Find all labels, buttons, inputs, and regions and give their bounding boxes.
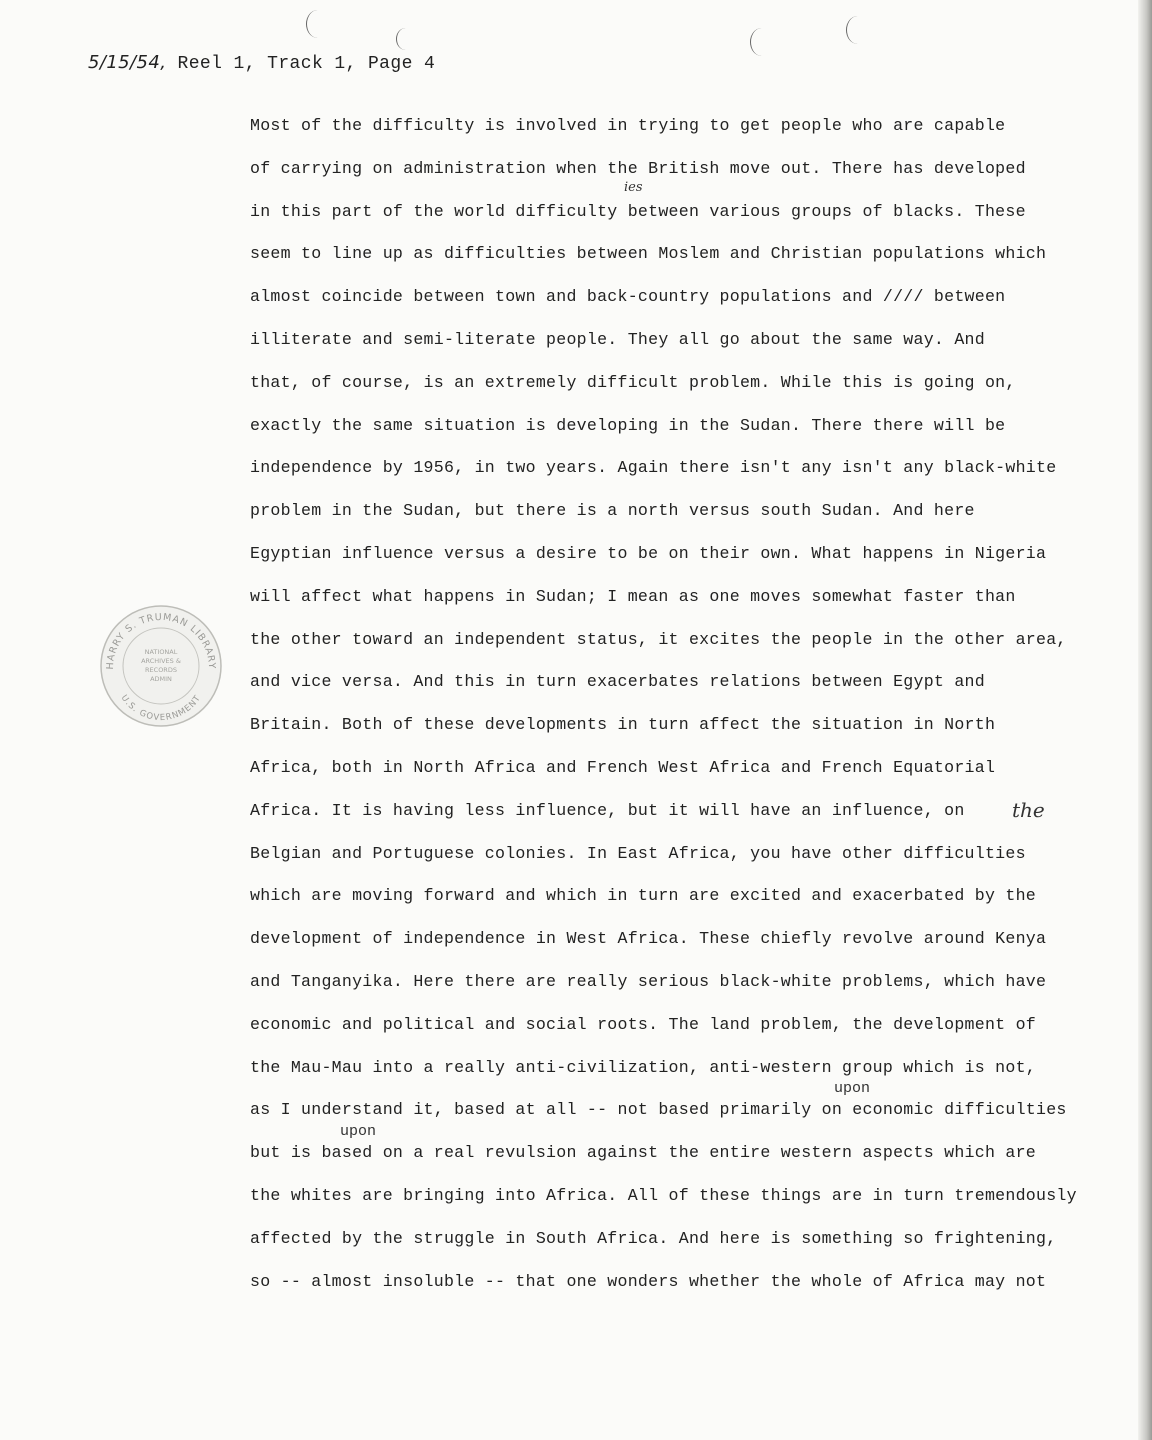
library-seal-stamp (99, 604, 223, 728)
header-track: Track 1, (267, 54, 357, 74)
page-edge-shadow (1138, 0, 1152, 1440)
seal-bottom-text: U.S. GOVERNMENT (118, 693, 204, 724)
transcript-line: but is based on a real revulsion against the entire western aspects which are (250, 1143, 1037, 1163)
transcript-line: Africa. It is having less influence, but it will have an influence, on (250, 800, 965, 820)
header-reel: Reel 1, (177, 54, 256, 74)
transcript-line: exactly the same situation is developing in the Sudan. There there will be (250, 415, 1006, 435)
seal-center-line: NATIONAL (144, 648, 178, 656)
handwritten-insert-the: the (1012, 798, 1045, 822)
transcript-line: in this part of the world difficulty between various groups of blacks. These (250, 201, 1026, 221)
punch-hole-mark (306, 10, 329, 38)
seal-center-line: RECORDS (145, 666, 177, 674)
transcript-line: so -- almost insoluble -- that one wonders whether the whole of Africa may not (250, 1271, 1047, 1291)
transcript-line: will affect what happens in Sudan; I mean as one moves somewhat faster than (250, 586, 1016, 606)
page-header (88, 52, 435, 74)
transcript-line: which are moving forward and which in turn are excited and exacerbated by the (250, 886, 1037, 906)
handwritten-insert-upon: upon (834, 1080, 871, 1097)
transcript-line: that, of course, is an extremely difficult problem. While this is going on, (250, 372, 1016, 392)
transcript-line: and vice versa. And this in turn exacerbates relations between Egypt and (250, 672, 985, 692)
transcript-line: Britain. Both of these developments in turn affect the situation in North (250, 715, 996, 735)
transcript-line: as I understand it, based at all -- not based primarily on economic difficulties (250, 1100, 1067, 1120)
transcript-line: problem in the Sudan, but there is a north versus south Sudan. And here (250, 501, 975, 521)
handwritten-insert-upon: upon (340, 1123, 377, 1140)
transcript-line: and Tanganyika. Here there are really serious black-white problems, which have (250, 971, 1047, 991)
punch-hole-mark (750, 28, 773, 56)
punch-hole-mark (846, 16, 869, 44)
header-page: Page 4 (367, 54, 436, 74)
handwritten-insert-ies: ies (624, 180, 643, 195)
transcript-line: independence by 1956, in two years. Again there isn't any isn't any black-white (250, 458, 1057, 478)
transcript-line: almost coincide between town and back-country populations and //// between (250, 287, 1006, 307)
transcript-line: Most of the difficulty is involved in trying to get people who are capable (250, 116, 1006, 135)
transcript-line: the other toward an independent status, it excites the people in the other area, (250, 629, 1067, 649)
transcript-line: of carrying on administration when the British move out. There has developed (250, 158, 1026, 178)
seal-outer-text: HARRY S. TRUMAN LIBRARY (104, 611, 218, 670)
transcript-line: affected by the struggle in South Africa. And here is something so frightening, (250, 1228, 1057, 1248)
transcript-body (250, 114, 1130, 1312)
seal-center-line: ARCHIVES & (141, 657, 181, 665)
transcript-line: illiterate and semi-literate people. They all go about the same way. And (250, 329, 985, 349)
punch-hole-mark (396, 28, 415, 50)
transcript-line: Africa, both in North Africa and French West Africa and French Equatorial (250, 757, 996, 777)
seal-center-line: ADMIN (150, 675, 172, 683)
transcript-line: the Mau-Mau into a really anti-civilization, anti-western group which is not, (250, 1057, 1037, 1077)
transcript-line: seem to line up as difficulties between Moslem and Christian populations which (250, 244, 1047, 264)
transcript-line: economic and political and social roots. The land problem, the development of (250, 1014, 1037, 1034)
header-date: 5/15/54, (88, 52, 167, 73)
transcript-line: Egyptian influence versus a desire to be on their own. What happens in Nigeria (250, 543, 1047, 563)
transcript-line: the whites are bringing into Africa. All of these things are in turn tremendously (250, 1185, 1077, 1205)
transcript-line: Belgian and Portuguese colonies. In East Africa, you have other difficulties (250, 843, 1026, 863)
transcript-line: development of independence in West Africa. These chiefly revolve around Kenya (250, 929, 1047, 949)
